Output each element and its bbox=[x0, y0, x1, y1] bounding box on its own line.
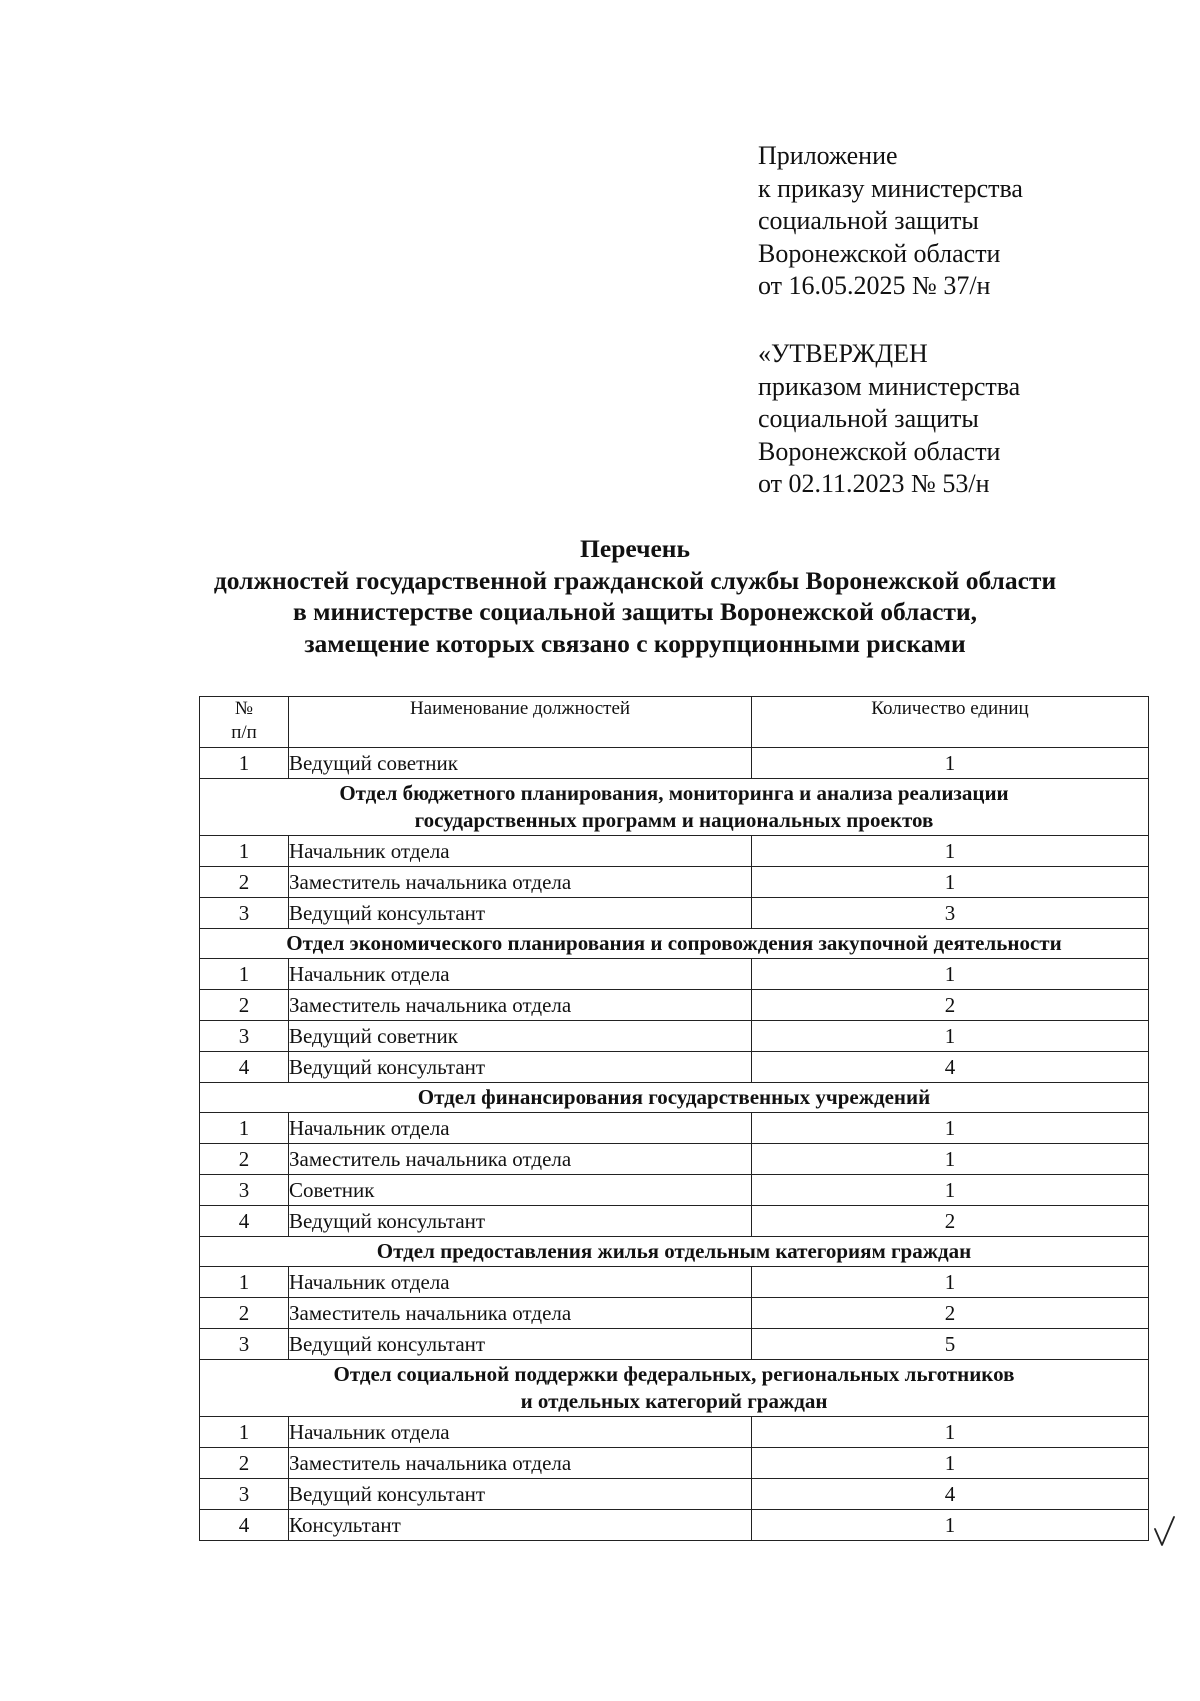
row-position-name: Советник bbox=[289, 1175, 752, 1206]
section-title bbox=[200, 1083, 1149, 1113]
header-position-name: Наименование должностей bbox=[289, 697, 752, 748]
row-position-name: Ведущий консультант bbox=[289, 1479, 752, 1510]
row-position-name: Ведущий советник bbox=[289, 1021, 752, 1052]
row-position-name: Начальник отдела bbox=[289, 1417, 752, 1448]
row-number: 3 bbox=[200, 1175, 289, 1206]
section-header-row bbox=[200, 1237, 1149, 1267]
row-number: 1 bbox=[200, 1267, 289, 1298]
row-number: 1 bbox=[200, 1113, 289, 1144]
section-header-row bbox=[200, 1360, 1149, 1417]
row-position-name: Начальник отдела bbox=[289, 836, 752, 867]
row-number: 3 bbox=[200, 1021, 289, 1052]
row-number: 2 bbox=[200, 990, 289, 1021]
section-title-line: Отдел финансирования государственных учреждений bbox=[417, 1085, 931, 1109]
appendix-line: Приложение bbox=[758, 141, 898, 170]
section-title-line: Отдел социальной поддержки федеральных, региональных льготников bbox=[333, 1362, 1015, 1386]
table-body bbox=[200, 748, 1149, 1541]
table-row bbox=[200, 836, 1149, 867]
section-title bbox=[200, 1360, 1149, 1417]
approval-line: «УТВЕРЖДЕН bbox=[758, 339, 928, 368]
row-number: 1 bbox=[200, 959, 289, 990]
appendix-block bbox=[758, 140, 1138, 303]
title-line: должностей государственной гражданской службы Воронежской области bbox=[213, 565, 1057, 595]
row-position-name: Начальник отдела bbox=[289, 1113, 752, 1144]
table-row bbox=[200, 1021, 1149, 1052]
section-title-line: Отдел предоставления жилья отдельным категориям граждан bbox=[376, 1239, 972, 1263]
row-number: 4 bbox=[200, 1510, 289, 1541]
header-number-line2: п/п bbox=[231, 722, 257, 743]
section-header-row bbox=[200, 779, 1149, 836]
table-row bbox=[200, 1510, 1149, 1541]
row-quantity: 1 bbox=[752, 959, 1149, 990]
table-row bbox=[200, 959, 1149, 990]
row-position-name: Заместитель начальника отдела bbox=[289, 1448, 752, 1479]
header-number bbox=[200, 697, 289, 748]
row-number: 2 bbox=[200, 1144, 289, 1175]
row-number: 1 bbox=[200, 836, 289, 867]
approval-line: приказом министерства bbox=[758, 371, 1021, 401]
row-number: 4 bbox=[200, 1052, 289, 1083]
table-row bbox=[200, 898, 1149, 929]
section-title bbox=[200, 1237, 1149, 1267]
row-position-name: Заместитель начальника отдела bbox=[289, 867, 752, 898]
section-title-line: Отдел бюджетного планирования, мониторинга и анализа реализации bbox=[339, 781, 1009, 805]
row-quantity: 1 bbox=[752, 1144, 1149, 1175]
row-position-name: Заместитель начальника отдела bbox=[289, 1144, 752, 1175]
row-quantity: 2 bbox=[752, 1206, 1149, 1237]
appendix-line: от 16.05.2025 № 37/н bbox=[758, 271, 991, 300]
row-position-name: Консультант bbox=[289, 1510, 752, 1541]
row-position-name: Заместитель начальника отдела bbox=[289, 1298, 752, 1329]
row-position-name: Ведущий консультант bbox=[289, 898, 752, 929]
row-number: 3 bbox=[200, 1329, 289, 1360]
table-row bbox=[200, 1417, 1149, 1448]
row-quantity: 1 bbox=[752, 867, 1149, 898]
check-mark-icon bbox=[1152, 1515, 1178, 1547]
table-row bbox=[200, 1298, 1149, 1329]
section-title-line: государственных программ и национальных проектов bbox=[414, 808, 934, 832]
table-row bbox=[200, 1479, 1149, 1510]
section-title bbox=[200, 929, 1149, 959]
approval-block bbox=[758, 338, 1138, 501]
row-number: 2 bbox=[200, 1298, 289, 1329]
appendix-line: социальной защиты bbox=[758, 206, 979, 235]
row-position-name: Ведущий консультант bbox=[289, 1329, 752, 1360]
row-quantity: 5 bbox=[752, 1329, 1149, 1360]
row-quantity: 1 bbox=[752, 1021, 1149, 1052]
row-position-name: Начальник отдела bbox=[289, 1267, 752, 1298]
section-header-row bbox=[200, 929, 1149, 959]
row-quantity: 1 bbox=[752, 1448, 1149, 1479]
appendix-line: к приказу министерства bbox=[758, 173, 1023, 203]
row-quantity: 1 bbox=[752, 748, 1149, 779]
positions-table bbox=[199, 696, 1149, 1541]
row-number: 1 bbox=[200, 748, 289, 779]
row-number: 3 bbox=[200, 1479, 289, 1510]
section-title-line: и отдельных категорий граждан bbox=[520, 1389, 828, 1413]
row-number: 2 bbox=[200, 867, 289, 898]
table-row bbox=[200, 1267, 1149, 1298]
table-header-row bbox=[200, 697, 1149, 748]
header-quantity: Количество единиц bbox=[752, 697, 1149, 748]
table-row bbox=[200, 1144, 1149, 1175]
row-position-name: Заместитель начальника отдела bbox=[289, 990, 752, 1021]
row-quantity: 2 bbox=[752, 990, 1149, 1021]
row-position-name: Ведущий консультант bbox=[289, 1206, 752, 1237]
row-quantity: 1 bbox=[752, 1267, 1149, 1298]
row-quantity: 4 bbox=[752, 1052, 1149, 1083]
table-row bbox=[200, 1206, 1149, 1237]
row-number: 2 bbox=[200, 1448, 289, 1479]
row-quantity: 1 bbox=[752, 1417, 1149, 1448]
table-row bbox=[200, 1175, 1149, 1206]
table-row bbox=[200, 1052, 1149, 1083]
table-row bbox=[200, 1448, 1149, 1479]
appendix-line: Воронежской области bbox=[758, 238, 1001, 268]
table-row bbox=[200, 748, 1149, 779]
row-number: 4 bbox=[200, 1206, 289, 1237]
approval-line: Воронежской области bbox=[758, 436, 1001, 466]
section-title bbox=[200, 779, 1149, 836]
approval-line: от 02.11.2023 № 53/н bbox=[758, 469, 990, 498]
section-title-line: Отдел экономического планирования и сопровождения закупочной деятельности bbox=[286, 931, 1062, 955]
row-quantity: 1 bbox=[752, 836, 1149, 867]
table-row bbox=[200, 867, 1149, 898]
header-number-line1: № bbox=[234, 698, 254, 719]
document-title bbox=[150, 533, 1120, 659]
title-line: в министерстве социальной защиты Воронежской области, bbox=[292, 597, 978, 626]
row-position-name: Ведущий советник bbox=[289, 748, 752, 779]
row-quantity: 1 bbox=[752, 1175, 1149, 1206]
row-quantity: 1 bbox=[752, 1510, 1149, 1541]
row-quantity: 1 bbox=[752, 1113, 1149, 1144]
section-header-row bbox=[200, 1083, 1149, 1113]
row-position-name: Начальник отдела bbox=[289, 959, 752, 990]
row-quantity: 2 bbox=[752, 1298, 1149, 1329]
table-row bbox=[200, 990, 1149, 1021]
row-quantity: 3 bbox=[752, 898, 1149, 929]
row-position-name: Ведущий консультант bbox=[289, 1052, 752, 1083]
title-line: замещение которых связано с коррупционными рисками bbox=[304, 628, 966, 658]
table-row bbox=[200, 1329, 1149, 1360]
row-quantity: 4 bbox=[752, 1479, 1149, 1510]
row-number: 1 bbox=[200, 1417, 289, 1448]
approval-line: социальной защиты bbox=[758, 404, 979, 433]
table-row bbox=[200, 1113, 1149, 1144]
title-line: Перечень bbox=[580, 534, 690, 563]
row-number: 3 bbox=[200, 898, 289, 929]
